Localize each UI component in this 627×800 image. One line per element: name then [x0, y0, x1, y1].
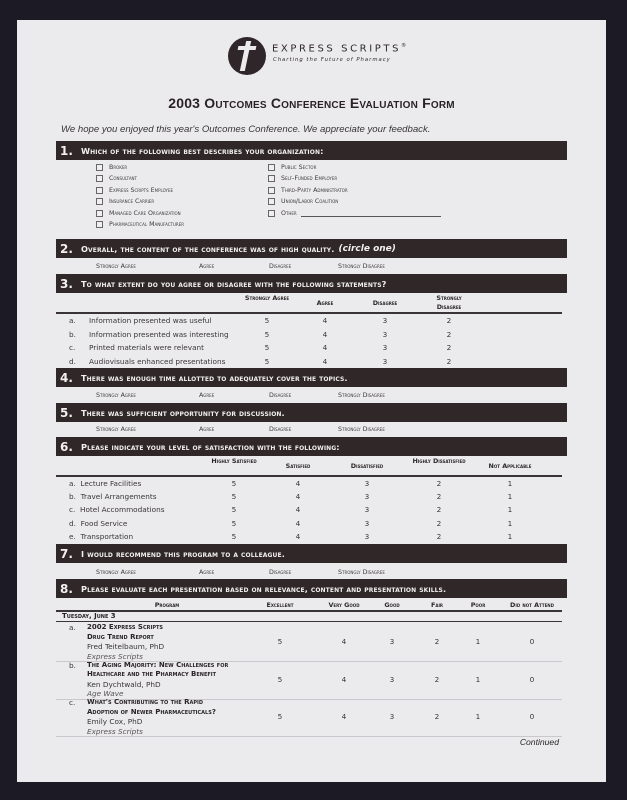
rating-option[interactable]: 5 [231, 531, 237, 541]
question-4-scale-option-0[interactable]: Strongly Agree [96, 392, 136, 399]
presenter-name: Ken Dychtwald, PhD [87, 679, 161, 689]
rating-option[interactable]: 5 [264, 343, 270, 352]
option-label: Union/Labor Coalition [281, 198, 339, 206]
rating-option[interactable]: 1 [475, 637, 481, 646]
rating-option[interactable]: 5 [231, 492, 237, 502]
q8-column-header: Good [384, 601, 400, 609]
question-4-header: 4. There was enough time allotted to adequately cover the topics. [56, 368, 567, 387]
q3-column-header: Strongly Disagree [436, 294, 462, 311]
other-text-field[interactable] [301, 210, 441, 217]
q8-column-header: Excellent [266, 601, 294, 609]
question-2-header: 2. Overall, the content of the conference was of high quality. (circle one) [56, 239, 567, 258]
org-option-other[interactable] [268, 210, 441, 217]
presentation-info [87, 698, 216, 736]
rating-option[interactable]: 5 [264, 356, 270, 366]
logo-tagline: Charting the Future of Pharmacy [273, 57, 391, 63]
rating-option[interactable]: 5 [264, 329, 270, 339]
question-5-scale-option-2[interactable]: Disagree [269, 426, 292, 433]
row-label: Printed materials were relevant [89, 343, 205, 352]
question-7-header: 7. I would recommend this program to a colleague. [56, 544, 567, 563]
row-letter: c. [69, 343, 76, 352]
org-option-self-funded-employer[interactable] [268, 175, 337, 182]
option-label: Insurance Carrier [109, 198, 155, 206]
question-4-scale-option-3[interactable]: Strongly Disagree [338, 392, 385, 399]
checkbox[interactable] [268, 198, 275, 205]
rating-option[interactable]: 1 [507, 518, 513, 528]
row-letter: c. [69, 698, 76, 707]
rating-option[interactable]: 0 [529, 674, 535, 684]
rating-option[interactable]: 3 [382, 329, 388, 339]
option-label: Broker [109, 164, 128, 171]
rating-option[interactable]: 3 [382, 316, 388, 325]
table-rule [56, 475, 562, 477]
question-5-scale-option-3[interactable]: Strongly Disagree [338, 426, 385, 433]
org-option-broker[interactable] [96, 164, 127, 171]
rating-option[interactable]: 3 [364, 505, 370, 515]
org-option-pharmaceutical-manufacturer[interactable] [96, 221, 184, 228]
rating-option[interactable]: 4 [322, 356, 328, 366]
presentation-info [87, 623, 164, 661]
row-letter: a. [69, 623, 76, 632]
row-letter: d. [69, 356, 76, 366]
presenter-organization: Age Wave [87, 689, 124, 698]
presentation-title-line2: Healthcare and the Pharmacy Benefit [87, 670, 217, 678]
rating-option[interactable]: 3 [382, 343, 388, 352]
option-label: Managed Care Organization [109, 209, 181, 217]
rating-option[interactable]: 5 [231, 505, 237, 515]
question-7-scale-option-2[interactable]: Disagree [269, 569, 292, 576]
row-letter: b. [69, 660, 76, 670]
option-label: Self-Funded Employer [281, 175, 338, 183]
question-4-scale-option-1[interactable]: Agree [199, 392, 215, 399]
checkbox[interactable] [96, 164, 103, 171]
rating-option[interactable]: 5 [231, 479, 237, 488]
rating-option[interactable]: 0 [529, 637, 535, 646]
express-scripts-logo: EXPRESS SCRIPTS® Charting the Future of Pharmacy [228, 37, 448, 77]
row-label: Information presented was useful [89, 316, 212, 325]
presenter-name: Emily Cox, PhD [87, 717, 143, 726]
checkbox[interactable] [96, 210, 103, 217]
checkbox[interactable] [96, 198, 103, 205]
q3-column-header: Strongly Agree [244, 294, 290, 302]
q3-column-header: Disagree [372, 299, 398, 307]
rating-option[interactable]: 1 [507, 505, 513, 515]
rating-option[interactable]: 5 [277, 674, 283, 684]
row-label: a. Lecture Facilities [69, 479, 142, 488]
q8-column-header: Fair [430, 601, 444, 609]
continued-label: Continued [519, 737, 559, 747]
rating-option[interactable]: 2 [434, 674, 440, 684]
checkbox[interactable] [96, 187, 103, 194]
presentation-title: 2002 Express Scripts [87, 623, 163, 631]
checkbox[interactable] [268, 187, 275, 194]
q3-column-header: Agree [316, 299, 334, 307]
rating-option[interactable]: 4 [295, 492, 301, 502]
presentation-info [87, 661, 228, 699]
checkbox[interactable] [268, 210, 275, 217]
question-7-scale-option-1[interactable]: Agree [199, 569, 215, 576]
question-2-scale-option-2[interactable]: Disagree [269, 263, 292, 270]
rating-option[interactable]: 1 [507, 479, 513, 488]
rating-option[interactable]: 2 [436, 492, 442, 502]
rating-option[interactable]: 2 [436, 518, 442, 528]
rating-option[interactable]: 4 [341, 637, 347, 646]
rating-option[interactable]: 2 [446, 343, 452, 352]
rating-option[interactable]: 5 [277, 637, 283, 646]
presentation-title: What's Contributing to the Rapid [87, 698, 204, 706]
rating-option[interactable]: 4 [295, 479, 301, 488]
rating-option[interactable]: 3 [382, 356, 388, 366]
option-label: Pharmaceutical Manufacturer [109, 221, 185, 228]
checkbox[interactable] [268, 164, 275, 171]
rating-option[interactable]: 3 [364, 518, 370, 528]
question-7-scale-option-0[interactable]: Strongly Agree [96, 569, 136, 576]
rating-option[interactable]: 2 [446, 356, 452, 366]
q6-column-header: Satisfied [285, 462, 311, 470]
intro-text: We hope you enjoyed this year's Outcomes Conference. We appreciate your feedback. [61, 124, 431, 135]
presentation-title-line2: Adoption of Newer Pharmaceuticals? [87, 707, 216, 716]
row-label: c. Hotel Accommodations [69, 505, 165, 515]
rating-option[interactable]: 3 [364, 492, 370, 502]
question-6-header: 6. Please indicate your level of satisfaction with the following: [56, 437, 567, 456]
question-2-scale-option-1[interactable]: Agree [199, 263, 215, 270]
option-label: Other [281, 209, 297, 217]
row-divider [56, 736, 562, 737]
express-scripts-logo-icon [228, 37, 266, 75]
org-option-managed-care-organization[interactable] [96, 210, 181, 217]
question-2-scale-option-3[interactable]: Strongly Disagree [338, 263, 385, 270]
q6-column-header: Not Applicable [488, 462, 532, 470]
rating-option[interactable]: 4 [322, 343, 328, 352]
row-label: b. Travel Arrangements [69, 492, 157, 502]
rating-option[interactable]: 3 [389, 674, 395, 684]
rating-option[interactable]: 3 [364, 531, 370, 541]
rating-option[interactable]: 2 [434, 712, 440, 721]
rating-option[interactable]: 3 [389, 637, 395, 646]
q8-column-header: Did not Attend [510, 601, 554, 609]
row-label: Information presented was interesting [89, 329, 229, 339]
row-letter: b. [69, 329, 76, 339]
table-rule [56, 312, 562, 314]
org-option-insurance-carrier[interactable] [96, 198, 154, 205]
question-4-scale-option-2[interactable]: Disagree [269, 392, 292, 399]
q6-column-header: Highly Dissatisfied [412, 457, 466, 465]
question-1-header: 1. Which of the following best describes your organization: [56, 141, 567, 160]
rating-option[interactable]: 2 [446, 329, 452, 339]
q8-column-header: Poor [470, 601, 486, 609]
q8-column-header: Very Good [328, 601, 360, 609]
question-5-header: 5. There was sufficient opportunity for discussion. [56, 403, 567, 422]
rating-option[interactable]: 3 [364, 479, 370, 488]
rating-option[interactable]: 4 [295, 531, 301, 541]
day-label: Tuesday, June 3 [62, 612, 116, 620]
org-option-express-scripts-employee[interactable] [96, 187, 173, 194]
rating-option[interactable]: 0 [529, 712, 535, 721]
presentation-title: The Aging Majority: New Challenges for [87, 660, 229, 669]
org-option-consultant[interactable] [96, 175, 137, 182]
rating-option[interactable]: 1 [507, 492, 513, 502]
option-label: Express Scripts Employee [109, 186, 174, 194]
row-letter: a. [69, 316, 76, 325]
rating-option[interactable]: 4 [295, 518, 301, 528]
question-2-scale-option-0[interactable]: Strongly Agree [96, 263, 136, 270]
checkbox[interactable] [96, 221, 103, 228]
table-rule [56, 610, 562, 612]
rating-option[interactable]: 2 [434, 637, 440, 646]
question-8-header: 8. Please evaluate each presentation based on relevance, content and presentation skills. [56, 579, 567, 598]
table-rule [56, 621, 562, 622]
q6-column-header: Highly Satisfied [211, 457, 257, 465]
rating-option[interactable]: 2 [446, 316, 452, 325]
question-7-scale-option-3[interactable]: Strongly Disagree [338, 569, 385, 576]
presenter-organization: Express Scripts [87, 651, 143, 661]
org-option-third-party-administrator[interactable] [268, 187, 348, 194]
page-title: 2003 Outcomes Conference Evaluation Form [168, 95, 455, 111]
option-label: Consultant [109, 175, 137, 183]
rating-option[interactable]: 2 [436, 531, 442, 541]
presenter-name: Fred Teitelbaum, PhD [87, 642, 165, 651]
rating-option[interactable]: 4 [341, 712, 347, 721]
presenter-organization: Express Scripts [87, 726, 143, 736]
rating-option[interactable]: 4 [322, 316, 328, 325]
rating-option[interactable]: 1 [507, 531, 513, 541]
option-label: Public Sector [281, 164, 317, 171]
rating-option[interactable]: 3 [389, 712, 395, 721]
checkbox[interactable] [268, 175, 275, 182]
org-option-public-sector[interactable] [268, 164, 316, 171]
row-label: Audiovisuals enhanced presentations [89, 356, 226, 366]
checkbox[interactable] [96, 175, 103, 182]
rating-option[interactable]: 2 [436, 479, 442, 488]
logo-name: EXPRESS SCRIPTS [272, 43, 402, 55]
rating-option[interactable]: 4 [295, 505, 301, 515]
rating-option[interactable]: 1 [475, 712, 481, 721]
rating-option[interactable]: 1 [475, 674, 481, 684]
rating-option[interactable]: 5 [277, 712, 283, 721]
org-option-union-labor-coalition[interactable] [268, 198, 338, 205]
rating-option[interactable]: 5 [264, 316, 270, 325]
row-label: d. Food Service [69, 518, 128, 528]
rating-option[interactable]: 4 [322, 329, 328, 339]
option-label: Third-Party Administrator [281, 186, 348, 194]
rating-option[interactable]: 5 [231, 518, 237, 528]
question-3-header: 3. To what extent do you agree or disagree with the following statements? [56, 274, 567, 293]
form-page [17, 20, 606, 782]
q6-column-header: Dissatisfied [350, 462, 384, 470]
presentation-title-line2: Drug Trend Report [87, 632, 154, 641]
rating-option[interactable]: 2 [436, 505, 442, 515]
question-5-scale-option-0[interactable]: Strongly Agree [96, 426, 136, 433]
row-label: e. Transportation [69, 531, 134, 541]
q8-column-header: Program [154, 601, 180, 609]
question-5-scale-option-1[interactable]: Agree [199, 426, 215, 433]
rating-option[interactable]: 4 [341, 674, 347, 684]
